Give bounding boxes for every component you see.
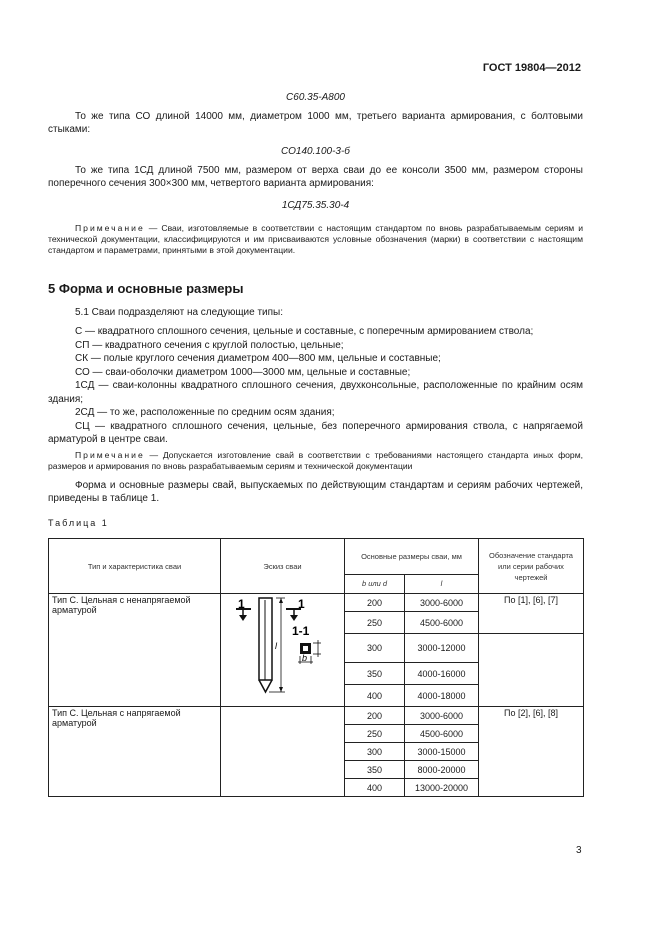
list-item: СЦ — квадратного сплошного сечения, цельные, без поперечного армирования ствола, с напрягаемой арматурой в центре сваи.	[48, 420, 583, 445]
section-label-left: 1	[238, 597, 245, 611]
l-cell: 3000-12000	[405, 634, 479, 663]
list-item: СП — квадратного сечения с круглой полостью, цельные;	[75, 339, 344, 351]
pile-sketch	[221, 594, 345, 704]
note-2	[48, 450, 583, 472]
list-item: СК — полые круглого сечения диаметром 400—800 мм, цельные и составные;	[75, 353, 441, 364]
l-cell: 4500-6000	[405, 612, 479, 634]
note-2-text: — Допускается изготовление свай в соответствии с требованиями настоящего стандарта иных форм, размеров и армирования по вновь разрабатываемым сериям и технической документации	[48, 450, 583, 471]
bd-cell: 350	[345, 761, 405, 779]
designation-cell: По [2], [6], [8]	[479, 707, 584, 797]
header-l: l	[405, 574, 479, 593]
list-item: 1СД — сваи-колонны квадратного сплошного сечения, двухконсольные, расположенные по крайним осям здания;	[48, 380, 583, 405]
empty-cell	[479, 634, 584, 707]
l-cell: 3000-15000	[405, 743, 479, 761]
table-header-row	[49, 539, 584, 575]
example-text-3: То же типа 1СД длиной 7500 мм, размером от верха сваи до ее консоли 3500 мм, размером стороны поперечного сечения 300×300 мм, четвертого варианта армирования:	[48, 165, 583, 189]
pile-sketch-cell	[221, 594, 345, 707]
width-label: b	[302, 653, 308, 663]
example-text-2: То же типа СО длиной 14000 мм, диаметром 1000 мм, третьего варианта армирования, с болтовыми стыками:	[48, 111, 583, 135]
bd-cell: 200	[345, 594, 405, 612]
section-title: 5 Форма и основные размеры	[48, 281, 244, 296]
list-item: СО — сваи-оболочки диаметром 1000—3000 мм, цельные и составные;	[75, 366, 411, 378]
l-cell: 4000-16000	[405, 663, 479, 685]
bd-cell: 200	[345, 707, 405, 725]
note-2-label: Примечание	[75, 450, 145, 460]
l-cell: 8000-20000	[405, 761, 479, 779]
l-cell: 4000-18000	[405, 685, 479, 707]
length-label: l	[275, 641, 277, 651]
bd-cell: 400	[345, 685, 405, 707]
l-cell: 13000-20000	[405, 779, 479, 797]
list-item: 2СД — то же, расположенные по средним осям здания;	[75, 407, 335, 418]
bd-cell: 300	[345, 743, 405, 761]
table-1	[48, 538, 584, 797]
l-cell: 3000-6000	[405, 594, 479, 612]
bd-cell: 250	[345, 612, 405, 634]
note-1-label: Примечание	[75, 223, 145, 233]
header-type: Тип и характеристика сваи	[49, 539, 221, 594]
note-1	[48, 223, 583, 256]
table-caption: Таблица 1	[48, 518, 109, 528]
l-cell: 4500-6000	[405, 725, 479, 743]
bd-cell: 400	[345, 779, 405, 797]
note-1-text: — Сваи, изготовляемые в соответствии с настоящим стандартом по вновь разрабатываемым сериям и технической документации, классифицируются и им присваиваются условные обозначения (марки) в соответствии с настоящим стандартом и параметрами, принятыми в этой документации.	[48, 223, 583, 255]
header-dims: Основные размеры сваи, мм	[345, 539, 479, 575]
closing-paragraph: Форма и основные размеры свай, выпускаемых по действующим стандартам и сериям рабочих чертежей, приведены в таблице 1.	[48, 480, 583, 504]
header-designation: Обозначение стандарта или серии рабочих чертежей	[479, 539, 584, 594]
pile-type-cell: Тип С. Цельная с ненапрягаемой арматурой	[49, 594, 221, 707]
pile-type-cell: Тип С. Цельная с напрягаемой арматурой	[49, 707, 221, 797]
bd-cell: 300	[345, 634, 405, 663]
pile-sketch-cell	[221, 707, 345, 797]
header-sketch: Эскиз сваи	[221, 539, 345, 594]
example-mark-1: С60.35-А800	[286, 92, 345, 103]
section-intro: 5.1 Сваи подразделяют на следующие типы:	[75, 307, 284, 318]
designation-cell: По [1], [6], [7]	[479, 594, 584, 634]
bd-cell: 250	[345, 725, 405, 743]
section-label-right: 1	[298, 597, 305, 611]
section-title-label: 1-1	[292, 624, 310, 638]
l-cell: 3000-6000	[405, 707, 479, 725]
table-row	[49, 707, 584, 725]
list-item: С — квадратного сплошного сечения, цельные и составные, с поперечным армированием ствола;	[75, 326, 534, 337]
document-number: ГОСТ 19804—2012	[482, 62, 581, 74]
page-number: 3	[576, 845, 582, 856]
bd-cell: 350	[345, 663, 405, 685]
header-bd: b или d	[345, 574, 405, 593]
example-mark-2: СО140.100-3-б	[281, 146, 350, 157]
pile-tip	[259, 680, 272, 692]
pile-type-list	[48, 325, 583, 447]
table-row	[49, 594, 584, 612]
example-mark-3: 1СД75.35.30-4	[281, 200, 350, 211]
